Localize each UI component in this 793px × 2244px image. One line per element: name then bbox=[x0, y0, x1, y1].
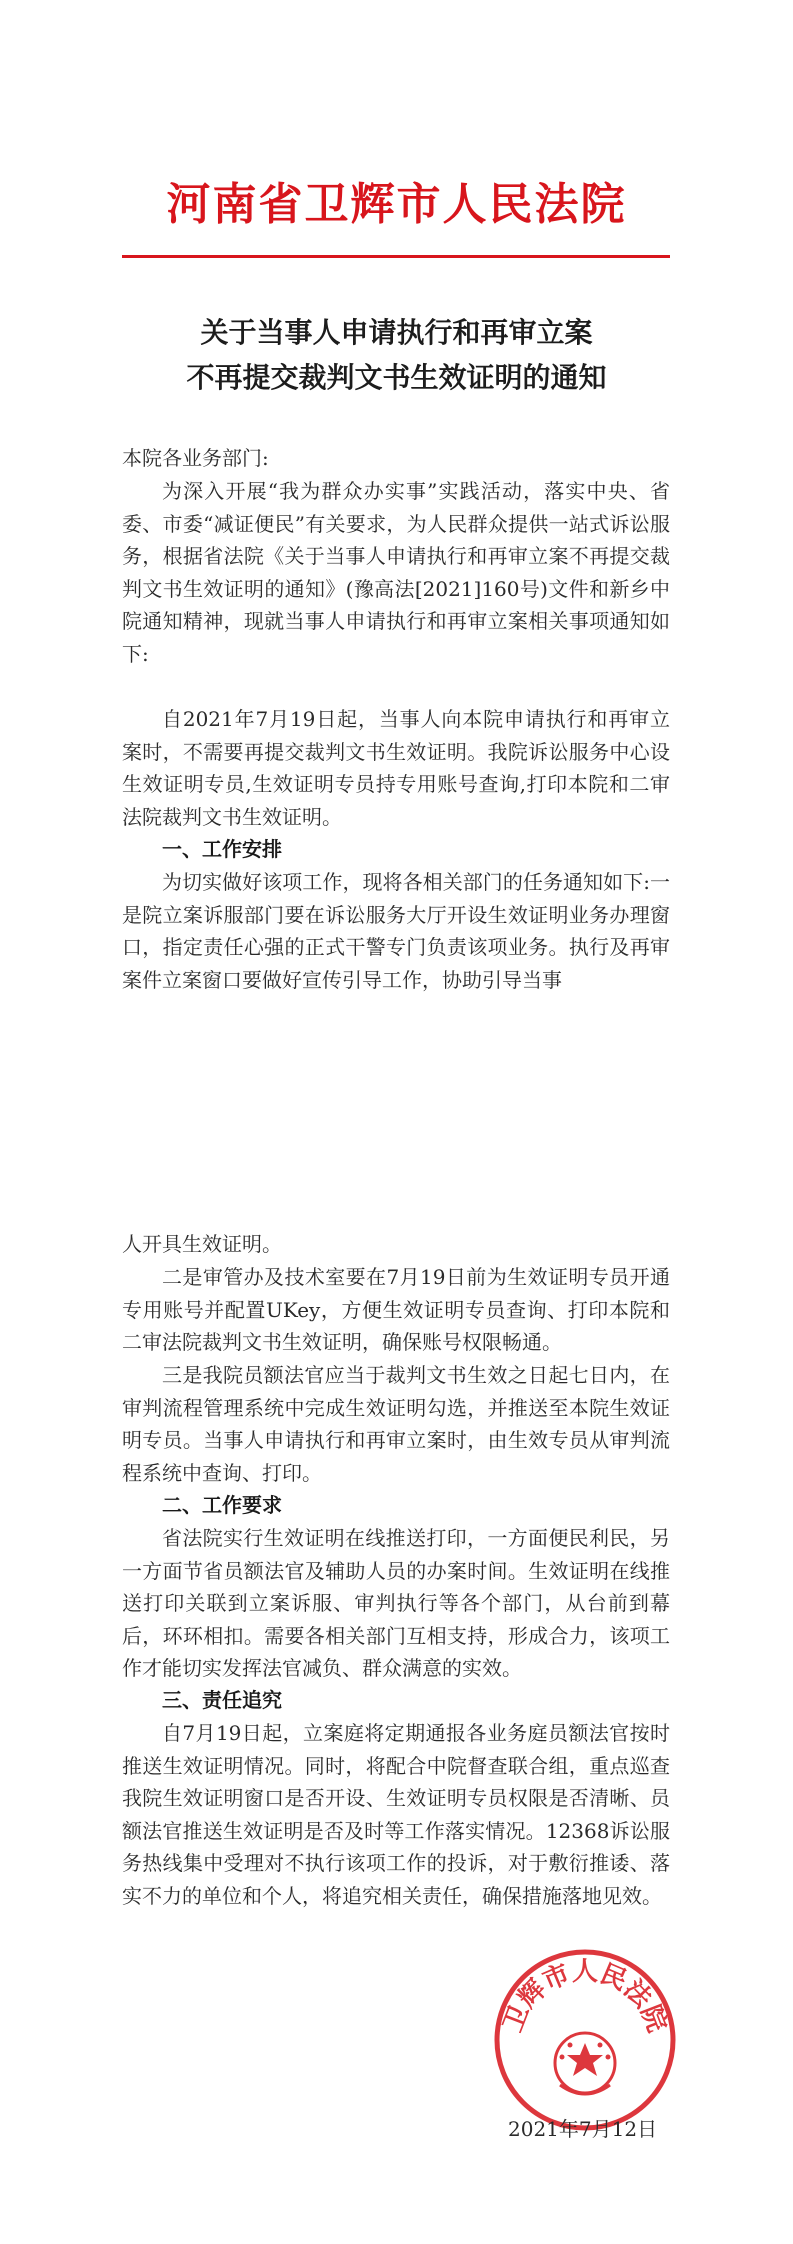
section1-heading: 一、工作安排 bbox=[162, 837, 282, 861]
section1-paragraph3: 三是我院员额法官应当于裁判文书生效之日起七日内，在审判流程管理系统中完成生效证明勾选，并推送至本院生效证明专员。当事人申请执行和再审立案时，由生效专员从审判流程系统中查询、打印。 bbox=[122, 1363, 670, 1485]
section2-paragraph: 省法院实行生效证明在线推送打印，一方面便民利民，另一方面节省员额法官及辅助人员的办案时间。生效证明在线推送打印关联到立案诉服、审判执行等各个部门，从台前到幕后，环环相扣。需要各相关部门互相支持，形成合力，该项工作才能切实发挥法官减负、群众满意的实效。 bbox=[122, 1526, 670, 1680]
national-emblem-icon bbox=[555, 2033, 615, 2094]
issue-date: 2021年7月12日 bbox=[508, 2117, 658, 2141]
letterhead-red-rule bbox=[122, 255, 670, 258]
section3-paragraph: 自7月19日起，立案庭将定期通报各业务庭员额法官按时推送生效证明情况。同时，将配合中院督查联合组，重点巡查我院生效证明窗口是否开设、生效证明专员权限是否清晰、员额法官推送生效证明是否及时等工作落实情况。12368诉讼服务热线集中受理对不执行该项工作的投诉，对于敷衍推诿、落实不力的单位和个人，将追究相关责任，确保措施落地见效。 bbox=[122, 1721, 670, 1908]
seal-text: 卫辉市人民法院 bbox=[498, 1957, 672, 2037]
court-letterhead: 河南省卫辉市人民法院 bbox=[166, 179, 627, 230]
section2-heading: 二、工作要求 bbox=[162, 1493, 282, 1517]
court-seal-stamp bbox=[490, 1945, 680, 2135]
notice-title-line1: 关于当事人申请执行和再审立案 bbox=[200, 316, 593, 349]
intro-paragraph: 为深入开展“我为群众办实事”实践活动，落实中央、省委、市委“减证便民”有关要求，为人民群众提供一站式诉讼服务，根据省法院《关于当事人申请执行和再审立案不再提交裁判文书生效证明的通知》(豫高法[2021]160号)文件和新乡中院通知精神，现就当事人申请执行和再审立案相关事项通知如下: bbox=[122, 479, 670, 666]
section1-paragraph1b: 人开具生效证明。 bbox=[122, 1232, 282, 1256]
section3-heading: 三、责任追究 bbox=[162, 1688, 282, 1712]
notice-title-line2: 不再提交裁判文书生效证明的通知 bbox=[186, 361, 607, 394]
section1-paragraph1a: 为切实做好该项工作，现将各相关部门的任务通知如下:一是院立案诉服部门要在诉讼服务大厅开设生效证明业务办理窗口，指定责任心强的正式干警专门负责该项业务。执行及再审案件立案窗口要做好宣传引导工作，协助引导当事 bbox=[122, 870, 670, 992]
effective-date-paragraph: 自2021年7月19日起，当事人向本院申请执行和再审立案时，不需要再提交裁判文书生效证明。我院诉讼服务中心设生效证明专员,生效证明专员持专用账号查询,打印本院和二审法院裁判文书生效证明。 bbox=[122, 707, 670, 829]
salutation: 本院各业务部门: bbox=[122, 446, 269, 470]
section1-paragraph2: 二是审管办及技术室要在7月19日前为生效证明专员开通专用账号并配置UKey，方便生效证明专员查询、打印本院和二审法院裁判文书生效证明，确保账号权限畅通。 bbox=[122, 1265, 670, 1354]
